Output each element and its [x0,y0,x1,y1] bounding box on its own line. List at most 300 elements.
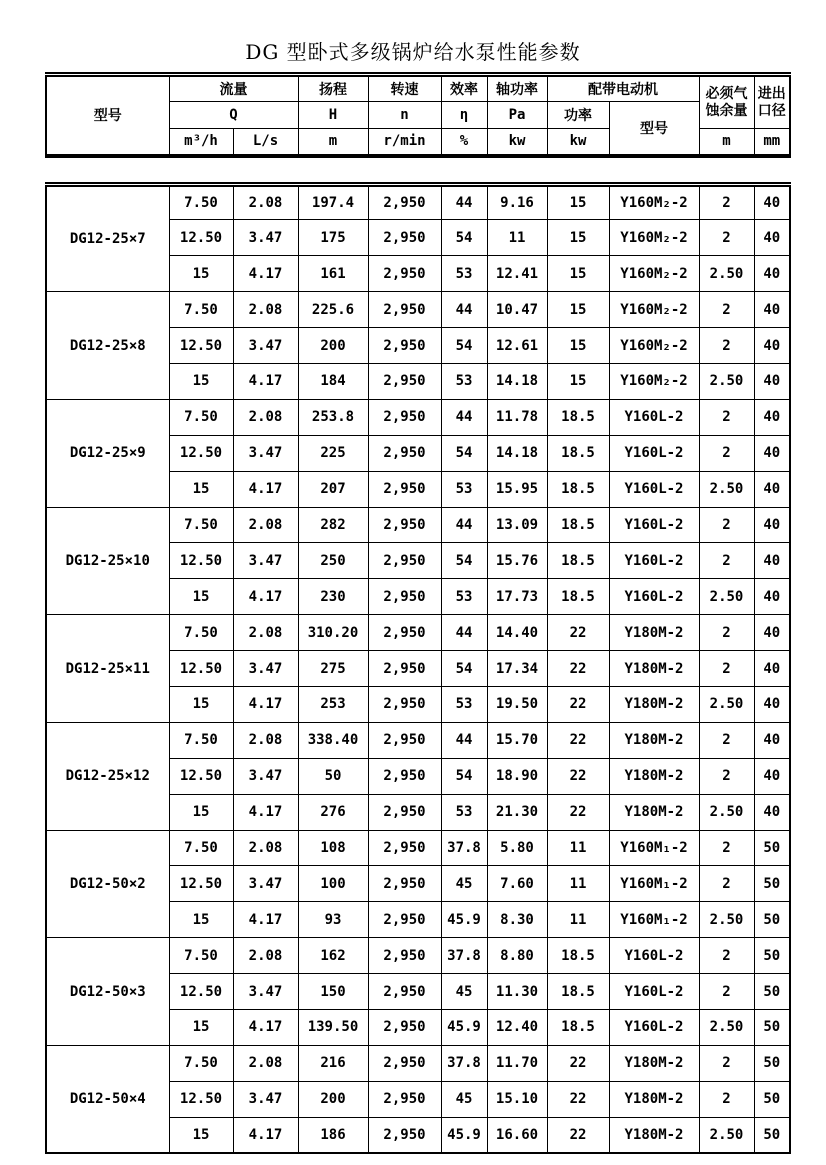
cell-motor-power: 18.5 [547,938,609,974]
cell-npsh: 2.50 [699,1117,754,1153]
cell-flow-ls: 4.17 [233,902,298,938]
cell-port-diameter: 50 [754,1081,790,1117]
cell-npsh: 2 [699,651,754,687]
cell-efficiency: 37.8 [441,938,487,974]
cell-efficiency: 45 [441,1081,487,1117]
header-shaft-power-symbol: Pa [487,102,547,129]
cell-speed: 2,950 [368,1117,441,1153]
cell-npsh: 2 [699,615,754,651]
cell-port-diameter: 40 [754,686,790,722]
cell-flow-ls: 2.08 [233,1045,298,1081]
cell-head: 275 [298,651,368,687]
page-title: DG 型卧式多级锅炉给水泵性能参数 [245,40,581,64]
cell-motor-power: 15 [547,292,609,328]
header-unit-kw-motor: kw [547,129,609,156]
cell-head: 161 [298,256,368,292]
cell-port-diameter: 40 [754,184,790,220]
cell-motor-model: Y180M-2 [609,686,699,722]
header-row-1 [46,75,790,102]
cell-port-diameter: 40 [754,722,790,758]
cell-efficiency: 44 [441,184,487,220]
cell-head: 200 [298,328,368,364]
cell-motor-power: 22 [547,1045,609,1081]
cell-head: 338.40 [298,722,368,758]
cell-motor-model: Y180M-2 [609,615,699,651]
cell-npsh: 2.50 [699,902,754,938]
cell-motor-model: Y160M₂-2 [609,328,699,364]
cell-npsh: 2 [699,292,754,328]
cell-shaft-power: 15.76 [487,543,547,579]
header-npsh [699,75,754,129]
cell-efficiency: 54 [441,435,487,471]
cell-shaft-power: 5.80 [487,830,547,866]
cell-efficiency: 53 [441,686,487,722]
cell-shaft-power: 19.50 [487,686,547,722]
cell-npsh: 2 [699,328,754,364]
cell-head: 175 [298,220,368,256]
table-row [46,184,790,220]
cell-motor-model: Y160M₂-2 [609,184,699,220]
cell-efficiency: 44 [441,507,487,543]
cell-flow-m3h: 12.50 [169,974,233,1010]
cell-flow-ls: 3.47 [233,651,298,687]
header-npsh-line1: 必须气 [705,86,748,103]
header-port [754,75,790,129]
cell-efficiency: 54 [441,328,487,364]
cell-shaft-power: 8.30 [487,902,547,938]
table-row [46,830,790,866]
cell-motor-power: 11 [547,902,609,938]
cell-motor-model: Y160M₂-2 [609,256,699,292]
cell-flow-ls: 3.47 [233,974,298,1010]
cell-flow-m3h: 7.50 [169,184,233,220]
pump-model-cell: DG12-50×2 [46,830,169,938]
cell-head: 282 [298,507,368,543]
cell-head: 225.6 [298,292,368,328]
cell-speed: 2,950 [368,579,441,615]
cell-efficiency: 45.9 [441,902,487,938]
pump-model-cell: DG12-25×10 [46,507,169,615]
cell-shaft-power: 14.40 [487,615,547,651]
cell-flow-ls: 3.47 [233,435,298,471]
table-row [46,938,790,974]
cell-port-diameter: 50 [754,902,790,938]
cell-motor-model: Y160M₂-2 [609,292,699,328]
cell-flow-m3h: 7.50 [169,722,233,758]
header-unit-rmin: r/min [368,129,441,156]
cell-npsh: 2 [699,974,754,1010]
cell-flow-m3h: 15 [169,1009,233,1045]
cell-efficiency: 45.9 [441,1117,487,1153]
cell-motor-power: 18.5 [547,435,609,471]
header-port-line2: 口径 [757,102,786,119]
cell-flow-m3h: 7.50 [169,1045,233,1081]
header-unit-npsh-m: m [699,129,754,156]
table-row [46,399,790,435]
cell-port-diameter: 50 [754,1045,790,1081]
cell-motor-model: Y180M-2 [609,722,699,758]
cell-npsh: 2 [699,938,754,974]
cell-port-diameter: 40 [754,794,790,830]
cell-flow-m3h: 12.50 [169,435,233,471]
cell-speed: 2,950 [368,184,441,220]
table-row [46,722,790,758]
cell-flow-ls: 2.08 [233,507,298,543]
cell-speed: 2,950 [368,830,441,866]
cell-speed: 2,950 [368,722,441,758]
cell-flow-m3h: 7.50 [169,507,233,543]
cell-head: 162 [298,938,368,974]
cell-head: 139.50 [298,1009,368,1045]
cell-shaft-power: 11.70 [487,1045,547,1081]
cell-flow-ls: 4.17 [233,1117,298,1153]
cell-efficiency: 53 [441,363,487,399]
cell-head: 253 [298,686,368,722]
cell-port-diameter: 50 [754,1117,790,1153]
cell-motor-power: 15 [547,220,609,256]
cell-flow-m3h: 12.50 [169,328,233,364]
pump-model-cell: DG12-25×11 [46,615,169,723]
cell-flow-ls: 2.08 [233,615,298,651]
header-head-symbol: H [298,102,368,129]
cell-shaft-power: 8.80 [487,938,547,974]
cell-port-diameter: 40 [754,543,790,579]
header-unit-kw-pa: kw [487,129,547,156]
cell-npsh: 2 [699,1081,754,1117]
cell-speed: 2,950 [368,507,441,543]
cell-port-diameter: 40 [754,579,790,615]
cell-motor-model: Y160M₂-2 [609,363,699,399]
cell-flow-m3h: 7.50 [169,399,233,435]
cell-speed: 2,950 [368,363,441,399]
cell-flow-m3h: 12.50 [169,866,233,902]
cell-motor-model: Y160L-2 [609,1009,699,1045]
cell-shaft-power: 14.18 [487,363,547,399]
cell-port-diameter: 40 [754,220,790,256]
header-efficiency-symbol: η [441,102,487,129]
cell-port-diameter: 40 [754,615,790,651]
cell-flow-ls: 2.08 [233,722,298,758]
cell-flow-ls: 3.47 [233,866,298,902]
cell-flow-ls: 3.47 [233,220,298,256]
cell-head: 50 [298,758,368,794]
cell-head: 310.20 [298,615,368,651]
cell-speed: 2,950 [368,328,441,364]
cell-speed: 2,950 [368,651,441,687]
table-row [46,1045,790,1081]
cell-head: 253.8 [298,399,368,435]
cell-efficiency: 37.8 [441,830,487,866]
cell-motor-model: Y180M-2 [609,651,699,687]
cell-npsh: 2 [699,543,754,579]
cell-motor-power: 18.5 [547,399,609,435]
cell-efficiency: 44 [441,722,487,758]
cell-shaft-power: 15.10 [487,1081,547,1117]
cell-speed: 2,950 [368,256,441,292]
cell-motor-power: 22 [547,1081,609,1117]
cell-flow-ls: 4.17 [233,363,298,399]
cell-efficiency: 53 [441,579,487,615]
cell-motor-power: 22 [547,722,609,758]
cell-shaft-power: 21.30 [487,794,547,830]
table-row [46,615,790,651]
cell-npsh: 2.50 [699,256,754,292]
cell-head: 186 [298,1117,368,1153]
cell-npsh: 2 [699,722,754,758]
cell-shaft-power: 15.95 [487,471,547,507]
cell-efficiency: 45.9 [441,1009,487,1045]
cell-shaft-power: 12.61 [487,328,547,364]
cell-head: 93 [298,902,368,938]
cell-motor-model: Y160L-2 [609,507,699,543]
cell-motor-model: Y180M-2 [609,758,699,794]
cell-shaft-power: 17.34 [487,651,547,687]
cell-npsh: 2 [699,758,754,794]
cell-head: 216 [298,1045,368,1081]
cell-flow-ls: 2.08 [233,938,298,974]
cell-flow-m3h: 15 [169,256,233,292]
cell-shaft-power: 7.60 [487,866,547,902]
cell-motor-power: 18.5 [547,471,609,507]
cell-port-diameter: 40 [754,399,790,435]
cell-flow-ls: 4.17 [233,1009,298,1045]
header-unit-ls: L/s [233,129,298,156]
header-head: 扬程 [298,75,368,102]
cell-motor-model: Y160L-2 [609,543,699,579]
cell-motor-model: Y160M₁-2 [609,902,699,938]
header-unit-percent: % [441,129,487,156]
cell-npsh: 2 [699,184,754,220]
cell-flow-m3h: 7.50 [169,830,233,866]
cell-flow-m3h: 15 [169,471,233,507]
cell-speed: 2,950 [368,435,441,471]
cell-shaft-power: 13.09 [487,507,547,543]
header-flow: 流量 [169,75,298,102]
cell-flow-m3h: 12.50 [169,543,233,579]
cell-flow-ls: 3.47 [233,543,298,579]
cell-flow-m3h: 7.50 [169,292,233,328]
cell-flow-ls: 4.17 [233,686,298,722]
cell-speed: 2,950 [368,543,441,579]
header-flow-symbol: Q [169,102,298,129]
cell-flow-ls: 4.17 [233,256,298,292]
cell-flow-ls: 2.08 [233,399,298,435]
cell-speed: 2,950 [368,220,441,256]
cell-head: 207 [298,471,368,507]
cell-shaft-power: 12.41 [487,256,547,292]
cell-motor-power: 11 [547,866,609,902]
cell-npsh: 2 [699,435,754,471]
cell-shaft-power: 16.60 [487,1117,547,1153]
cell-head: 250 [298,543,368,579]
cell-flow-m3h: 12.50 [169,758,233,794]
cell-motor-model: Y160M₁-2 [609,830,699,866]
cell-shaft-power: 14.18 [487,435,547,471]
cell-efficiency: 54 [441,758,487,794]
cell-shaft-power: 12.40 [487,1009,547,1045]
cell-port-diameter: 40 [754,292,790,328]
cell-flow-m3h: 7.50 [169,938,233,974]
cell-flow-m3h: 15 [169,686,233,722]
cell-port-diameter: 50 [754,938,790,974]
cell-motor-power: 18.5 [547,507,609,543]
cell-motor-model: Y160L-2 [609,435,699,471]
cell-speed: 2,950 [368,292,441,328]
cell-efficiency: 53 [441,794,487,830]
header-unit-m3h: m³/h [169,129,233,156]
cell-port-diameter: 40 [754,758,790,794]
table-row [46,292,790,328]
header-motor-model: 型号 [609,102,699,156]
cell-speed: 2,950 [368,686,441,722]
cell-npsh: 2 [699,1045,754,1081]
cell-flow-ls: 3.47 [233,1081,298,1117]
cell-head: 108 [298,830,368,866]
pump-model-cell: DG12-25×12 [46,722,169,830]
cell-efficiency: 44 [441,292,487,328]
cell-motor-model: Y180M-2 [609,1045,699,1081]
header-port-line1: 进出 [757,86,786,103]
cell-shaft-power: 10.47 [487,292,547,328]
cell-port-diameter: 40 [754,651,790,687]
cell-motor-power: 22 [547,615,609,651]
cell-efficiency: 44 [441,615,487,651]
cell-speed: 2,950 [368,902,441,938]
table-row [46,507,790,543]
cell-efficiency: 53 [441,471,487,507]
cell-flow-m3h: 15 [169,794,233,830]
cell-speed: 2,950 [368,1009,441,1045]
header-shaft-power: 轴功率 [487,75,547,102]
cell-shaft-power: 11.78 [487,399,547,435]
cell-speed: 2,950 [368,615,441,651]
cell-npsh: 2 [699,399,754,435]
cell-motor-model: Y160L-2 [609,974,699,1010]
cell-efficiency: 53 [441,256,487,292]
cell-flow-m3h: 15 [169,363,233,399]
cell-motor-power: 18.5 [547,974,609,1010]
cell-npsh: 2.50 [699,686,754,722]
cell-motor-model: Y160L-2 [609,399,699,435]
cell-speed: 2,950 [368,1045,441,1081]
cell-flow-ls: 2.08 [233,292,298,328]
performance-table-body [45,182,791,1155]
header-efficiency: 效率 [441,75,487,102]
cell-shaft-power: 9.16 [487,184,547,220]
cell-port-diameter: 50 [754,830,790,866]
performance-table-rows [46,184,790,1153]
cell-port-diameter: 40 [754,435,790,471]
cell-port-diameter: 40 [754,507,790,543]
cell-motor-model: Y160M₁-2 [609,866,699,902]
cell-npsh: 2.50 [699,794,754,830]
cell-motor-power: 22 [547,651,609,687]
cell-flow-ls: 4.17 [233,579,298,615]
cell-npsh: 2.50 [699,363,754,399]
cell-head: 225 [298,435,368,471]
header-unit-mm: mm [754,129,790,156]
cell-head: 197.4 [298,184,368,220]
cell-flow-ls: 4.17 [233,471,298,507]
header-motor-power: 功率 [547,102,609,129]
header-motor: 配带电动机 [547,75,699,102]
cell-flow-m3h: 15 [169,902,233,938]
cell-speed: 2,950 [368,399,441,435]
cell-shaft-power: 17.73 [487,579,547,615]
cell-efficiency: 54 [441,220,487,256]
cell-motor-model: Y180M-2 [609,794,699,830]
cell-speed: 2,950 [368,1081,441,1117]
cell-head: 200 [298,1081,368,1117]
cell-npsh: 2.50 [699,471,754,507]
cell-motor-model: Y160M₂-2 [609,220,699,256]
cell-motor-power: 15 [547,328,609,364]
pump-model-cell: DG12-50×3 [46,938,169,1046]
cell-efficiency: 45 [441,974,487,1010]
cell-port-diameter: 50 [754,974,790,1010]
cell-motor-power: 15 [547,363,609,399]
cell-npsh: 2.50 [699,579,754,615]
cell-flow-ls: 3.47 [233,758,298,794]
cell-motor-power: 15 [547,256,609,292]
cell-shaft-power: 11 [487,220,547,256]
cell-flow-ls: 4.17 [233,794,298,830]
header-speed: 转速 [368,75,441,102]
header-npsh-line2: 蚀余量 [705,102,748,119]
cell-port-diameter: 50 [754,866,790,902]
cell-head: 276 [298,794,368,830]
cell-npsh: 2 [699,507,754,543]
cell-flow-m3h: 12.50 [169,651,233,687]
cell-efficiency: 37.8 [441,1045,487,1081]
cell-flow-m3h: 15 [169,579,233,615]
cell-efficiency: 44 [441,399,487,435]
cell-motor-power: 18.5 [547,1009,609,1045]
cell-flow-ls: 2.08 [233,830,298,866]
cell-flow-m3h: 7.50 [169,615,233,651]
cell-port-diameter: 40 [754,328,790,364]
header-unit-m: m [298,129,368,156]
cell-npsh: 2 [699,866,754,902]
pump-model-cell: DG12-25×7 [46,184,169,292]
cell-shaft-power: 15.70 [487,722,547,758]
cell-shaft-power: 18.90 [487,758,547,794]
cell-shaft-power: 11.30 [487,974,547,1010]
cell-speed: 2,950 [368,794,441,830]
cell-flow-ls: 2.08 [233,184,298,220]
cell-port-diameter: 50 [754,1009,790,1045]
cell-head: 150 [298,974,368,1010]
cell-efficiency: 54 [441,543,487,579]
cell-motor-model: Y160L-2 [609,938,699,974]
cell-motor-power: 22 [547,758,609,794]
pump-model-cell: DG12-25×9 [46,399,169,507]
cell-port-diameter: 40 [754,256,790,292]
cell-motor-power: 11 [547,830,609,866]
cell-flow-m3h: 12.50 [169,1081,233,1117]
cell-flow-m3h: 15 [169,1117,233,1153]
cell-speed: 2,950 [368,758,441,794]
cell-flow-m3h: 12.50 [169,220,233,256]
cell-head: 184 [298,363,368,399]
cell-motor-power: 18.5 [547,579,609,615]
cell-speed: 2,950 [368,471,441,507]
cell-speed: 2,950 [368,866,441,902]
cell-npsh: 2 [699,220,754,256]
pump-model-cell: DG12-50×4 [46,1045,169,1153]
cell-speed: 2,950 [368,938,441,974]
cell-port-diameter: 40 [754,363,790,399]
